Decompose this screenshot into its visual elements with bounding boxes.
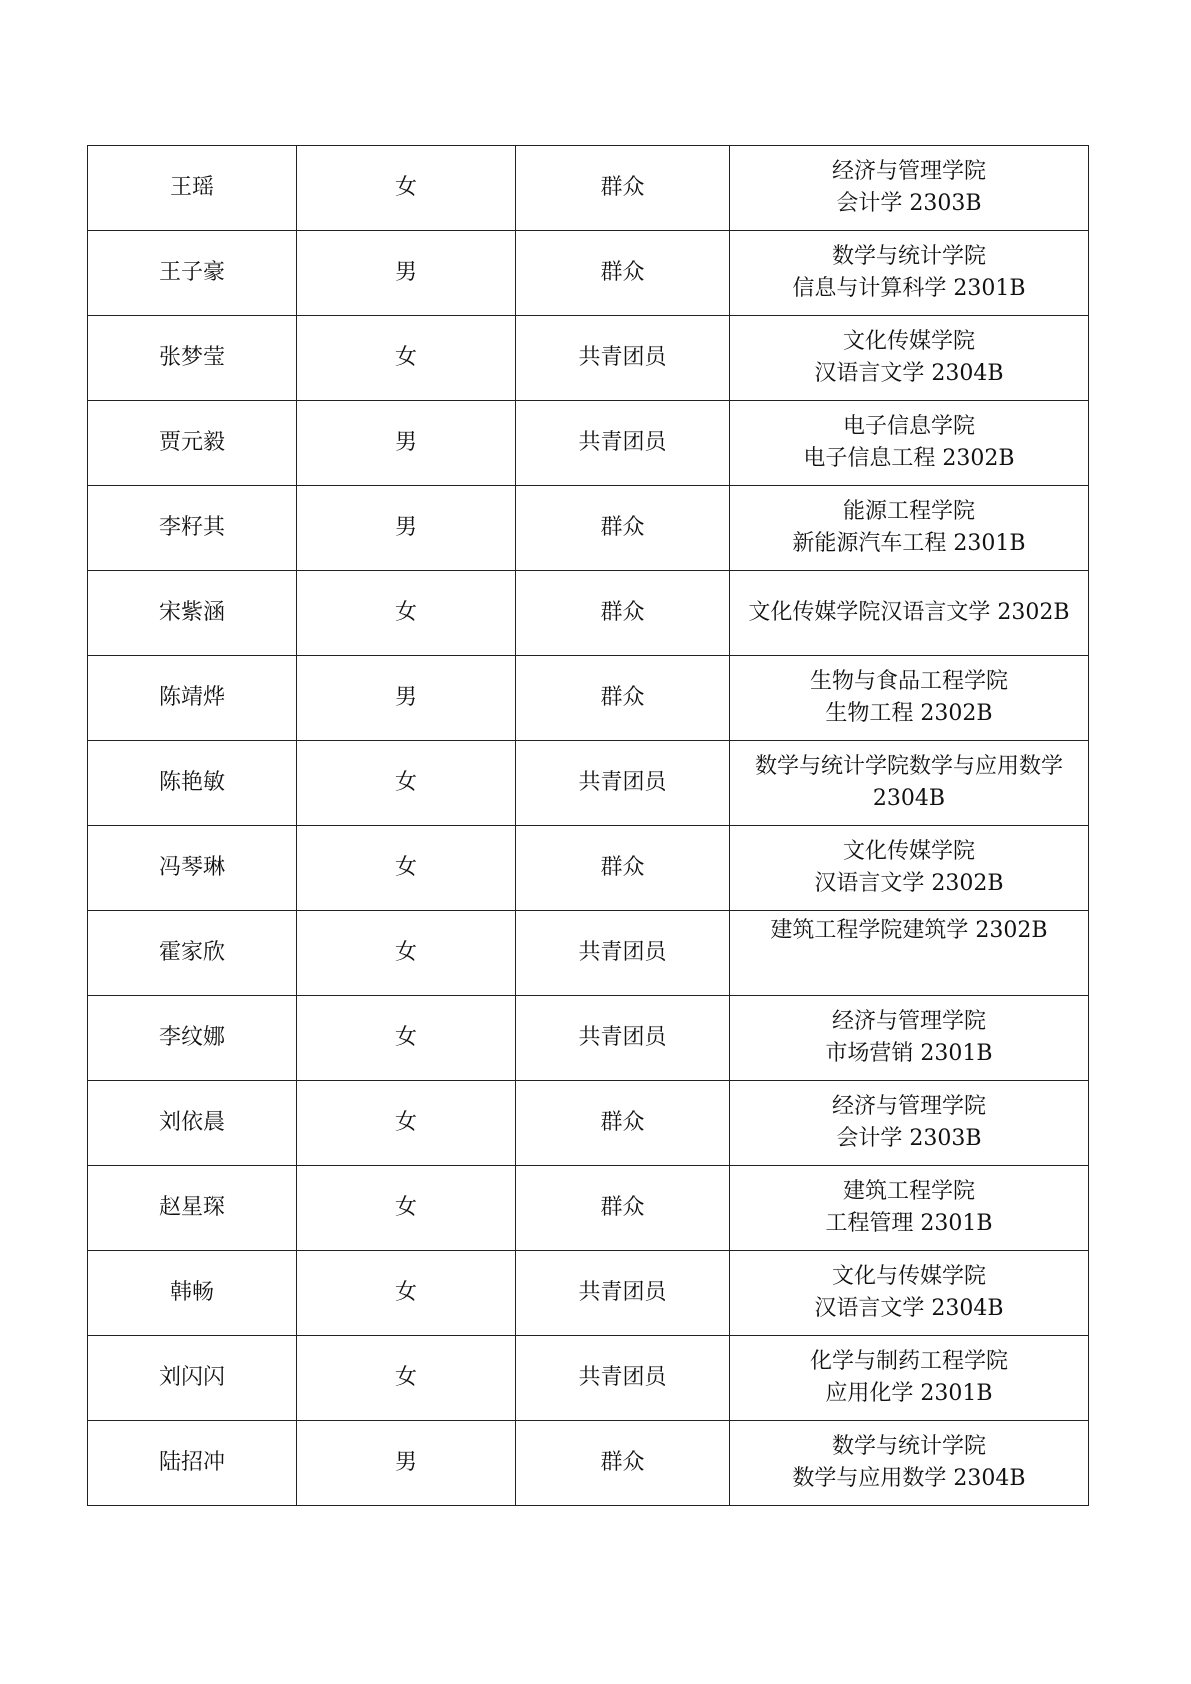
table-row: [88, 911, 1089, 996]
name-cell: 陈靖烨: [88, 656, 297, 741]
gender-cell: 女: [297, 826, 516, 911]
name-cell: 王子豪: [88, 231, 297, 316]
political-status-cell: 群众: [516, 656, 730, 741]
gender-cell: 男: [297, 231, 516, 316]
department-cell: [730, 1336, 1089, 1421]
department-class: 会计学 2303B: [836, 191, 982, 216]
department-cell: [730, 486, 1089, 571]
gender-cell: 男: [297, 656, 516, 741]
department-class: 汉语言文学 2304B: [814, 1296, 1004, 1321]
gender-cell: 男: [297, 1421, 516, 1506]
name-cell: 李纹娜: [88, 996, 297, 1081]
gender-cell: 女: [297, 1251, 516, 1336]
name-cell: 张梦莹: [88, 316, 297, 401]
department-class: 信息与计算科学 2301B: [792, 276, 1026, 301]
department-college: 数学与统计学院: [831, 244, 986, 269]
name-cell: 贾元毅: [88, 401, 297, 486]
gender-cell: 女: [297, 1336, 516, 1421]
name-cell: 冯琴琳: [88, 826, 297, 911]
table-row: [88, 401, 1089, 486]
department-cell: [730, 231, 1089, 316]
table-row: [88, 146, 1089, 231]
name-cell: 王瑶: [88, 146, 297, 231]
department-class: 应用化学 2301B: [825, 1381, 993, 1406]
name-cell: 陈艳敏: [88, 741, 297, 826]
gender-cell: 女: [297, 146, 516, 231]
department-college: 生物与食品工程学院: [809, 669, 1008, 694]
name-cell: 陆招冲: [88, 1421, 297, 1506]
department-cell: [730, 911, 1089, 996]
department-class: 生物工程 2302B: [825, 701, 993, 726]
table-row: [88, 1166, 1089, 1251]
gender-cell: 女: [297, 741, 516, 826]
gender-cell: 女: [297, 316, 516, 401]
department-class: 汉语言文学 2304B: [814, 361, 1004, 386]
political-status-cell: 共青团员: [516, 996, 730, 1081]
name-cell: 刘依晨: [88, 1081, 297, 1166]
table-row: [88, 1251, 1089, 1336]
political-status-cell: 群众: [516, 571, 730, 656]
department-cell: [730, 741, 1089, 826]
department-class: 会计学 2303B: [836, 1126, 982, 1151]
department-college: 建筑工程学院: [842, 1179, 975, 1204]
department-college: 文化传媒学院: [842, 329, 975, 354]
department-college: 能源工程学院: [842, 499, 975, 524]
gender-cell: 女: [297, 571, 516, 656]
name-cell: 李籽其: [88, 486, 297, 571]
table-row: [88, 316, 1089, 401]
department-cell: [730, 316, 1089, 401]
gender-cell: 男: [297, 486, 516, 571]
department-cell: [730, 146, 1089, 231]
department-cell: [730, 571, 1089, 656]
name-cell: 赵星琛: [88, 1166, 297, 1251]
gender-cell: 女: [297, 911, 516, 996]
political-status-cell: 群众: [516, 146, 730, 231]
table-row: [88, 231, 1089, 316]
political-status-cell: 群众: [516, 1166, 730, 1251]
department-cell: [730, 826, 1089, 911]
department-cell: [730, 656, 1089, 741]
department-full: 数学与统计学院数学与应用数学 2304B: [754, 754, 1063, 811]
political-status-cell: 共青团员: [516, 911, 730, 996]
department-class: 市场营销 2301B: [825, 1041, 993, 1066]
gender-cell: 女: [297, 1166, 516, 1251]
department-class: 电子信息工程 2302B: [803, 446, 1015, 471]
student-roster-table: [87, 145, 1089, 1506]
department-cell: [730, 401, 1089, 486]
table-row: [88, 996, 1089, 1081]
name-cell: 宋紫涵: [88, 571, 297, 656]
department-college: 化学与制药工程学院: [809, 1349, 1008, 1374]
department-full: 文化传媒学院汉语言文学 2302B: [748, 600, 1070, 625]
department-class: 新能源汽车工程 2301B: [792, 531, 1026, 556]
department-cell: [730, 1251, 1089, 1336]
name-cell: 霍家欣: [88, 911, 297, 996]
department-college: 数学与统计学院: [831, 1434, 986, 1459]
political-status-cell: 群众: [516, 1081, 730, 1166]
gender-cell: 女: [297, 996, 516, 1081]
name-cell: 刘闪闪: [88, 1336, 297, 1421]
department-class: 汉语言文学 2302B: [814, 871, 1004, 896]
table-row: [88, 1421, 1089, 1506]
political-status-cell: 共青团员: [516, 1251, 730, 1336]
gender-cell: 女: [297, 1081, 516, 1166]
department-college: 经济与管理学院: [831, 159, 986, 184]
political-status-cell: 共青团员: [516, 316, 730, 401]
political-status-cell: 共青团员: [516, 1336, 730, 1421]
department-cell: [730, 1166, 1089, 1251]
department-college: 电子信息学院: [842, 414, 975, 439]
department-cell: [730, 1421, 1089, 1506]
table-row: [88, 1336, 1089, 1421]
table-row: [88, 826, 1089, 911]
name-cell: 韩畅: [88, 1251, 297, 1336]
department-class: 工程管理 2301B: [825, 1211, 993, 1236]
department-college: 经济与管理学院: [831, 1094, 986, 1119]
table-row: [88, 741, 1089, 826]
department-college: 经济与管理学院: [831, 1009, 986, 1034]
table-row: [88, 656, 1089, 741]
department-cell: [730, 1081, 1089, 1166]
department-full: 建筑工程学院建筑学 2302B: [770, 918, 1048, 943]
table-row: [88, 571, 1089, 656]
political-status-cell: 群众: [516, 826, 730, 911]
table-row: [88, 1081, 1089, 1166]
table-row: [88, 486, 1089, 571]
political-status-cell: 共青团员: [516, 741, 730, 826]
political-status-cell: 共青团员: [516, 401, 730, 486]
political-status-cell: 群众: [516, 1421, 730, 1506]
department-college: 文化与传媒学院: [831, 1264, 986, 1289]
department-cell: [730, 996, 1089, 1081]
department-class: 数学与应用数学 2304B: [792, 1466, 1026, 1491]
department-college: 文化传媒学院: [842, 839, 975, 864]
political-status-cell: 群众: [516, 486, 730, 571]
political-status-cell: 群众: [516, 231, 730, 316]
gender-cell: 男: [297, 401, 516, 486]
